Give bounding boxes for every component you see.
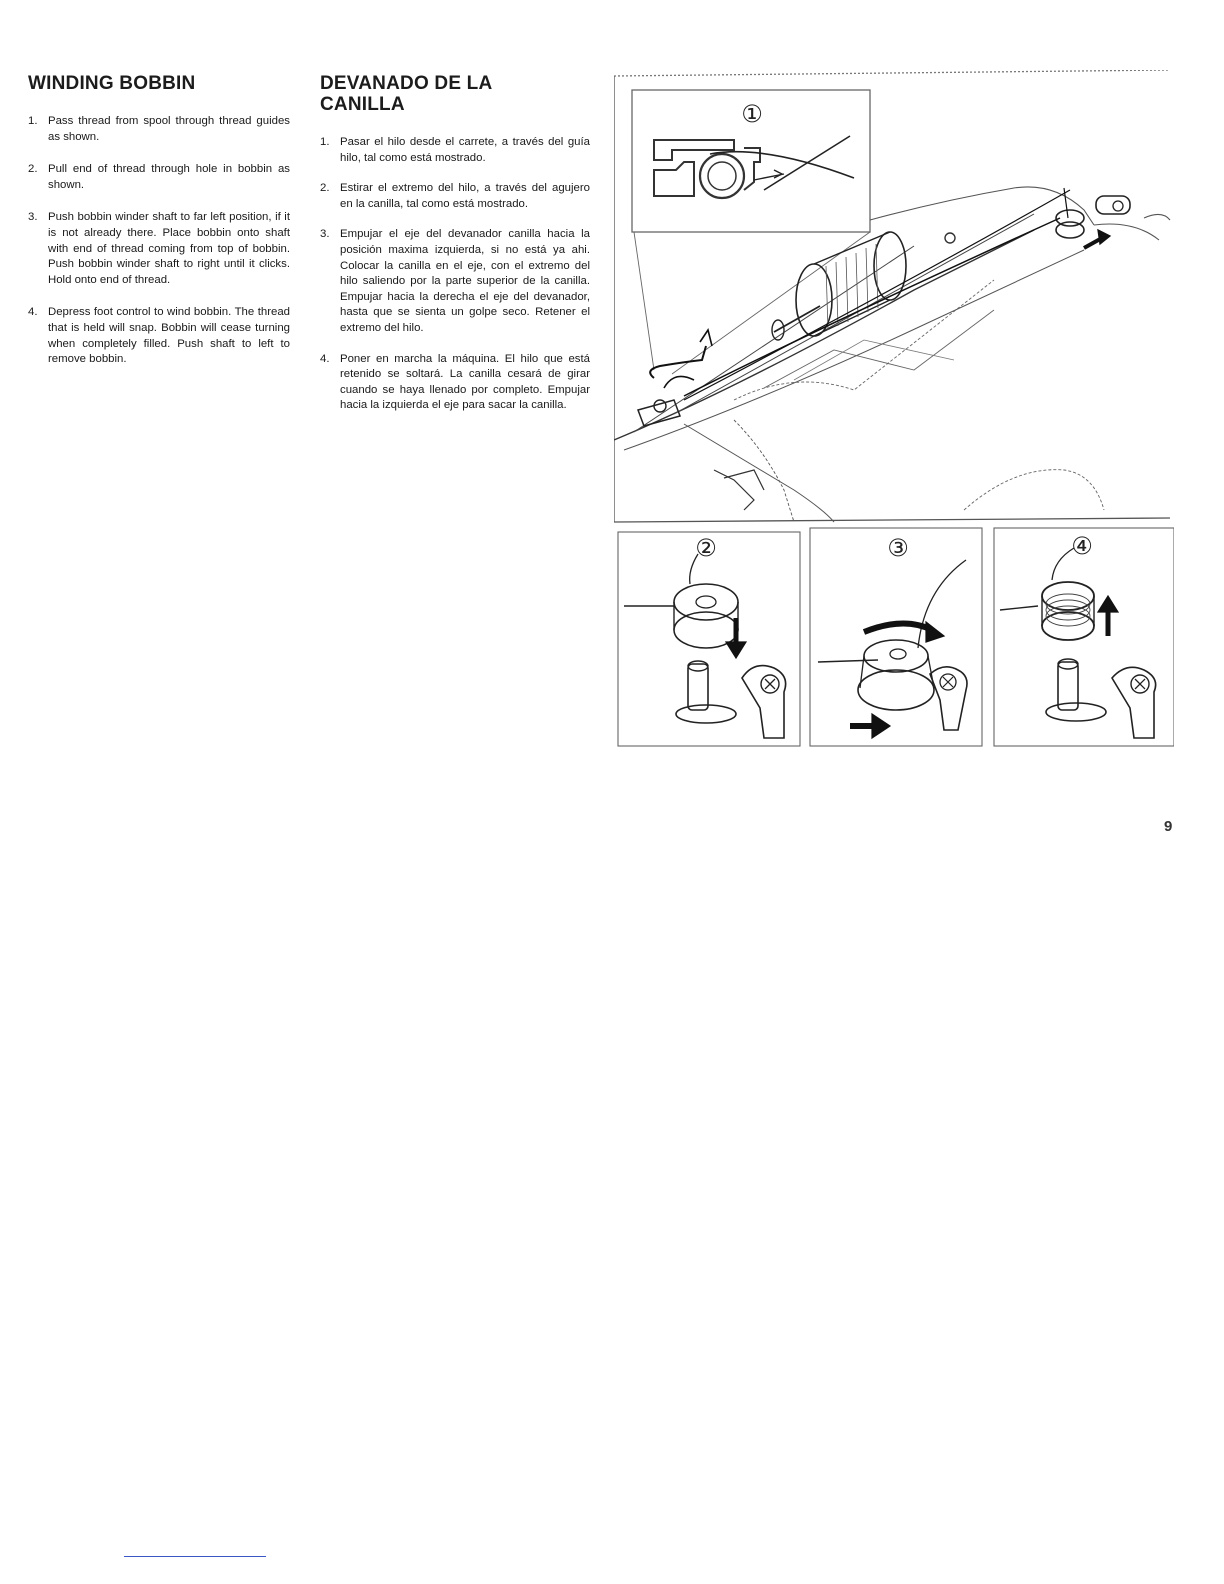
spanish-step-1-text: Pasar el hilo desde el carrete, a través del guía hilo, tal como está mostrado.	[340, 136, 590, 164]
english-steps	[28, 114, 290, 368]
spanish-column	[320, 0, 590, 429]
bobbin-winding-illustrations	[614, 70, 1174, 750]
figure-4	[994, 528, 1174, 746]
spanish-step-3-text: Empujar el eje del devanador canilla hacia la posición maxima izquierda, si no está ya ahi. Colocar la canilla en el eje, con el extremo del hilo saliendo por la parte superior de la canilla. Empujar hacia la derecha el eje del devanador, hasta que se sienta un golpe seco. Retener el extremo del hilo.	[340, 228, 590, 334]
spanish-title: DEVANADO DE LA CANILLA	[320, 73, 492, 115]
spanish-step-4-text: Poner en marcha la máquina. El hilo que está retenido se soltará. La canilla cesará de girar cuando se haya llenado por completo. Empujar hacia la izquierda el eje para sacar la canilla.	[340, 352, 590, 412]
english-step-3	[28, 210, 290, 288]
english-column	[28, 0, 290, 385]
english-step-1	[28, 114, 290, 145]
english-step-2-text: Pull end of thread through hole in bobbin as shown.	[48, 163, 290, 191]
english-title: WINDING BOBBIN	[28, 73, 196, 94]
figure-3-label: ③	[887, 534, 909, 562]
english-step-4-number: 4.	[28, 306, 38, 319]
english-step-3-text: Push bobbin winder shaft to far left position, if it is not already there. Place bobbin onto shaft with end of thread coming from top of bobbin. Push bobbin winder shaft to right until it clicks. Hold onto end of thread.	[48, 211, 290, 286]
spanish-step-3-number: 3.	[320, 228, 330, 241]
spanish-step-4-number: 4.	[320, 352, 330, 365]
spanish-step-2-number: 2.	[320, 182, 330, 195]
bottom-rule	[124, 1556, 266, 1557]
spanish-step-1	[320, 135, 590, 166]
spanish-step-2	[320, 181, 590, 212]
english-step-2	[28, 162, 290, 193]
english-step-2-number: 2.	[28, 163, 38, 176]
spanish-step-3	[320, 227, 590, 336]
english-step-1-text: Pass thread from spool through thread guides as shown.	[48, 115, 290, 143]
page-number: 9	[1164, 818, 1173, 835]
spanish-step-4	[320, 352, 590, 414]
english-step-1-number: 1.	[28, 115, 38, 127]
english-step-4	[28, 305, 290, 367]
spanish-steps	[320, 135, 590, 414]
spanish-step-2-text: Estirar el extremo del hilo, a través del agujero en la canilla, tal como está mostrado.	[340, 182, 590, 210]
figure-2-label: ②	[695, 534, 717, 562]
figure-2	[618, 532, 800, 746]
english-step-4-text: Depress foot control to wind bobbin. The thread that is held will snap. Bobbin will cease turning when completely filled. Push shaft to left to remove bobbin.	[48, 306, 290, 366]
figure-1-main	[614, 70, 1170, 522]
figure-4-label: ④	[1071, 532, 1093, 560]
english-step-3-number: 3.	[28, 211, 38, 224]
illustration-svg	[614, 70, 1174, 750]
spanish-step-1-number: 1.	[320, 136, 330, 148]
figure-1-label: ①	[741, 100, 763, 128]
